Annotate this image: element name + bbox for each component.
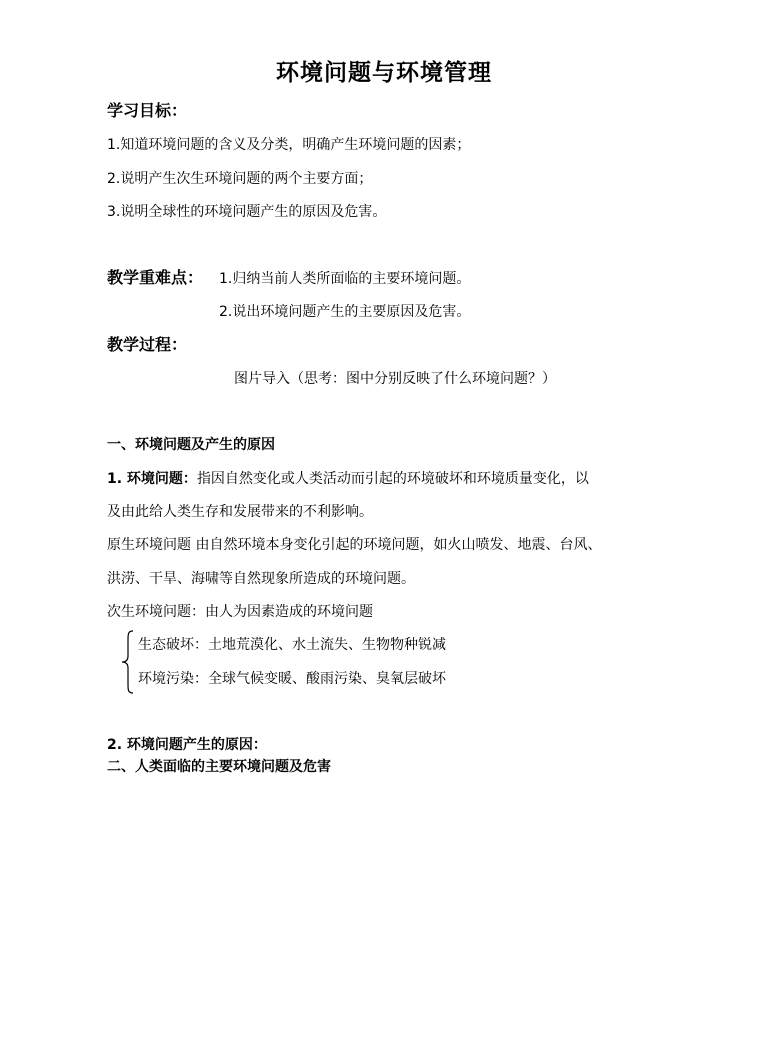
section1-heading: 一、环境问题及产生的原因 (107, 437, 275, 453)
curly-brace-icon (121, 630, 135, 694)
item1-line1 (107, 472, 589, 486)
objectives-heading: 学习目标： (107, 101, 188, 120)
item2-heading: 2. 环境问题产生的原因： (107, 737, 267, 753)
document-title: 环境问题与环境管理 (276, 60, 492, 86)
objective-item-3: 3.说明全球性的环境问题产生的原因及危害。 (107, 204, 387, 220)
item1-text-line1: 指因自然变化或人类活动而引起的环境破坏和环境质量变化，以 (196, 471, 589, 487)
process-heading: 教学过程： (107, 335, 188, 354)
secondary-problem: 次生环境问题：由人为因素造成的环境问题 (107, 604, 373, 620)
key-point-item-1: 1.归纳当前人类所面临的主要环境问题。 (219, 271, 471, 287)
secondary-item-ecological-damage: 生态破坏：土地荒漠化、水土流失、生物物种锐减 (138, 637, 446, 653)
item1-text-line2: 及由此给人类生存和发展带来的不利影响。 (107, 504, 373, 520)
key-point-item-2: 2.说出环境问题产生的主要原因及危害。 (219, 304, 471, 320)
key-points-heading: 教学重难点： (107, 268, 204, 287)
objective-item-1: 1.知道环境问题的含义及分类，明确产生环境问题的因素； (107, 137, 471, 153)
section2-heading: 二、人类面临的主要环境问题及危害 (107, 759, 331, 775)
process-intro: 图片导入（思考：图中分别反映了什么环境问题？） (234, 371, 556, 387)
secondary-item-pollution: 环境污染：全球气候变暖、酸雨污染、臭氧层破坏 (138, 671, 446, 687)
primary-problem-line1: 原生环境问题 由自然环境本身变化引起的环境问题，如火山喷发、地震、台风、 (107, 537, 602, 553)
objective-item-2: 2.说明产生次生环境问题的两个主要方面； (107, 171, 373, 187)
item1-label: 1. 环境问题： (107, 471, 197, 487)
primary-problem-line2: 洪涝、干旱、海啸等自然现象所造成的环境问题。 (107, 571, 415, 587)
